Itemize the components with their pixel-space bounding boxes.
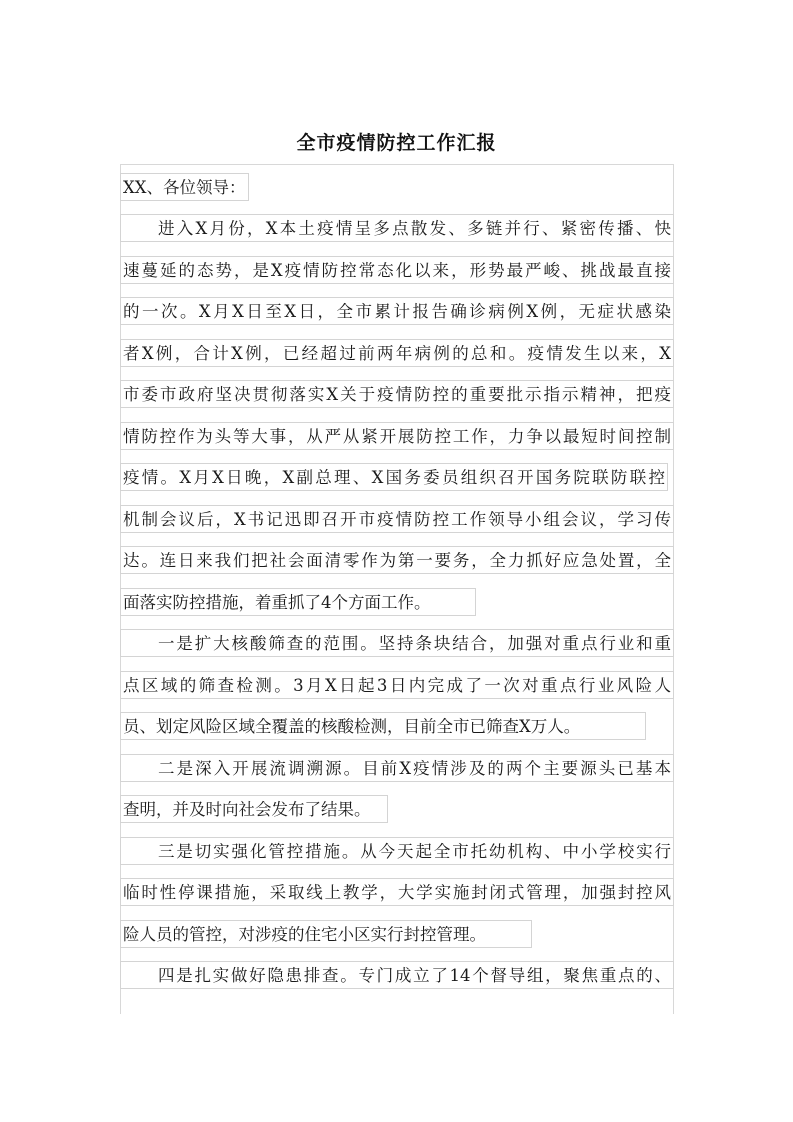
text-line: 三是切实强化管控措施。从今天起全市托幼机构、中小学校实行 (120, 837, 674, 865)
text-line: 市委市政府坚决贯彻落实X关于疫情防控的重要批示指示精神，把疫 (120, 380, 674, 408)
salutation: XX、各位领导： (120, 173, 249, 201)
text-line: 四是扎实做好隐患排查。专门成立了14个督导组，聚焦重点的、 (120, 961, 674, 989)
text-line: 险人员的管控，对涉疫的住宅小区实行封控管理。 (120, 920, 532, 948)
text-line: 的一次。X月X日至X日，全市累计报告确诊病例X例，无症状感染 (120, 297, 674, 325)
text-line: 速蔓延的态势，是X疫情防控常态化以来，形势最严峻、挑战最直接 (120, 256, 674, 284)
text-line: 情防控作为头等大事，从严从紧开展防控工作，力争以最短时间控制 (120, 422, 674, 450)
text-line: 面落实防控措施，着重抓了4个方面工作。 (120, 588, 476, 616)
text-line: 二是深入开展流调溯源。目前X疫情涉及的两个主要源头已基本 (120, 754, 674, 782)
text-line: 进入X月份，X本土疫情呈多点散发、多链并行、紧密传播、快 (120, 214, 674, 242)
text-line: 者X例，合计X例，已经超过前两年病例的总和。疫情发生以来，X (120, 339, 674, 367)
text-line: 疫情。X月X日晚，X副总理、X国务委员组织召开国务院联防联控 (120, 463, 668, 491)
text-line: 临时性停课措施，采取线上教学，大学实施封闭式管理，加强封控风 (120, 878, 674, 906)
text-line: 一是扩大核酸筛查的范围。坚持条块结合，加强对重点行业和重 (120, 629, 674, 657)
document-title: 全市疫情防控工作汇报 (296, 132, 497, 154)
text-line: 员、划定风险区域全覆盖的核酸检测，目前全市已筛查X万人。 (120, 712, 646, 740)
text-line: 点区域的筛查检测。3月X日起3日内完成了一次对重点行业风险人 (120, 671, 674, 699)
text-line: 机制会议后，X书记迅即召开市疫情防控工作领导小组会议，学习传 (120, 505, 674, 533)
text-line: 查明，并及时向社会发布了结果。 (120, 795, 388, 823)
text-line: 达。连日来我们把社会面清零作为第一要务，全力抓好应急处置，全 (120, 546, 674, 574)
